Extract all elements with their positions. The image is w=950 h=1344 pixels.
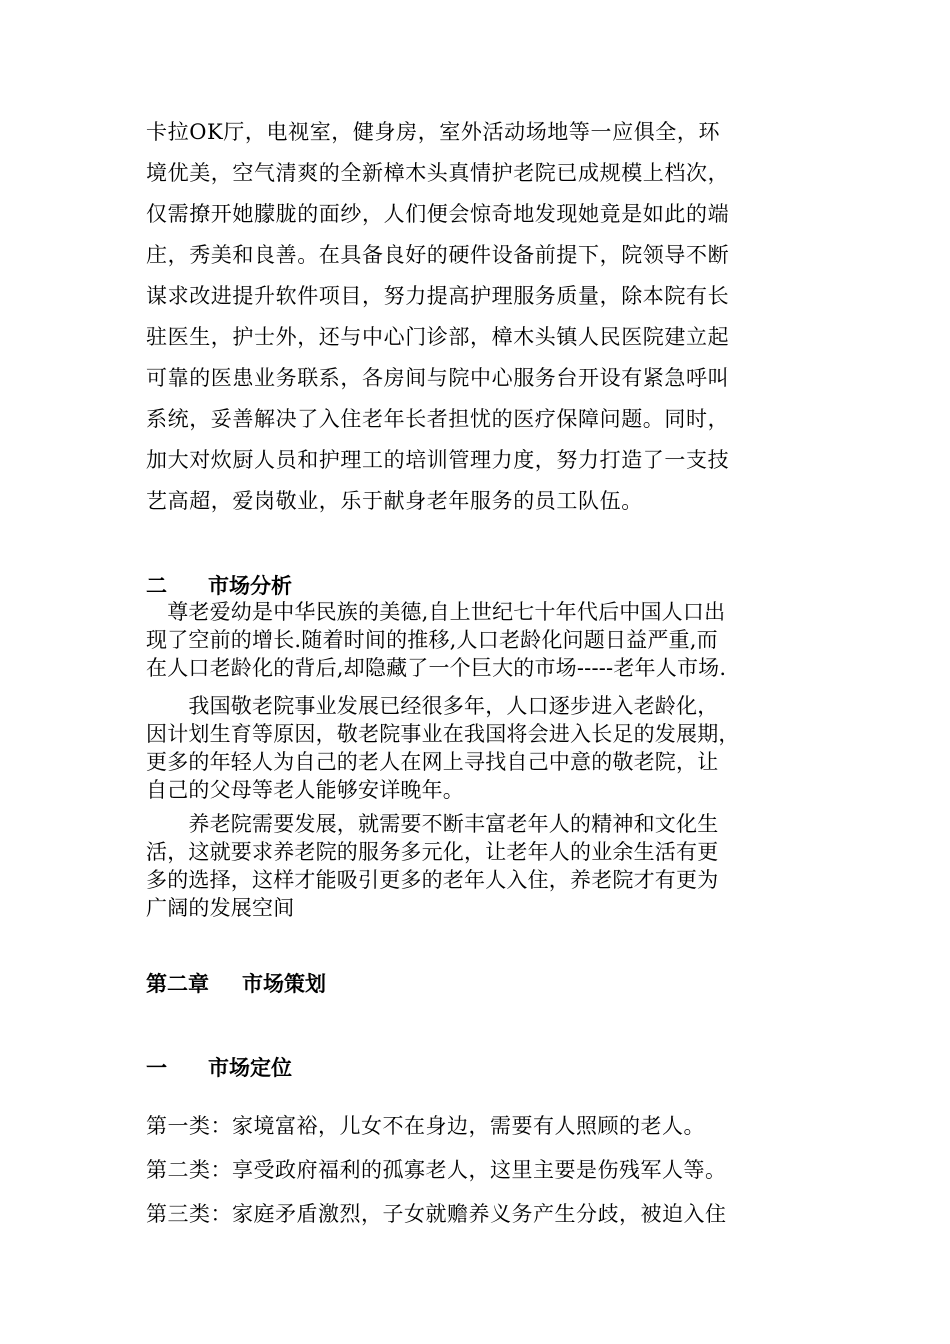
text-line: 因计划生育等原因，敬老院事业在我国将会进入长足的发展期， bbox=[146, 722, 740, 746]
text-line: 境优美，空气清爽的全新樟木头真情护老院已成规模上档次， bbox=[146, 161, 730, 185]
text-line: 多的选择，这样才能吸引更多的老年人入住，养老院才有更为 bbox=[146, 868, 719, 892]
text-line: 庄，秀美和良善。在具备良好的硬件设备前提下，院领导不断 bbox=[146, 243, 730, 267]
text-line: 尊老爱幼是中华民族的美德,自上世纪七十年代后中国人口出 bbox=[146, 600, 726, 624]
text-line: 谋求改进提升软件项目，努力提高护理服务质量，除本院有长 bbox=[146, 284, 730, 308]
chapter-title: 市场策划 bbox=[242, 971, 326, 996]
text-line: 加大对炊厨人员和护理工的培训管理力度，努力打造了一支技 bbox=[146, 448, 730, 472]
text-line: 驻医生，护士外，还与中心门诊部，樟木头镇人民医院建立起 bbox=[146, 325, 730, 349]
market-analysis-paragraph-2 bbox=[146, 692, 826, 804]
text-line: 现了空前的增长.随着时间的推移,人口老龄化问题日益严重,而 bbox=[146, 628, 718, 652]
text-line: 可靠的医患业务联系，各房间与院中心服务台开设有紧急呼叫 bbox=[146, 366, 730, 390]
text-line: 广阔的发展空间 bbox=[146, 896, 295, 920]
section-heading-market-analysis bbox=[146, 570, 292, 600]
text-line: 艺高超，爱岗敬业，乐于献身老年服务的员工队伍。 bbox=[146, 489, 643, 513]
chapter-heading bbox=[146, 968, 326, 998]
list-item: 第一类：家境富裕，儿女不在身边，需要有人照顾的老人。 bbox=[146, 1114, 705, 1138]
text-line: 我国敬老院事业发展已经很多年，人口逐步进入老龄化， bbox=[146, 694, 719, 718]
text-line: 活，这就要求养老院的服务多元化，让老年人的业余生活有更 bbox=[146, 840, 719, 864]
section-number: 一 bbox=[146, 1055, 167, 1080]
section-title: 市场分析 bbox=[208, 573, 292, 598]
text-line: 仅需撩开她朦胧的面纱，人们便会惊奇地发现她竟是如此的端 bbox=[146, 202, 730, 226]
text-line: 卡拉OK厅，电视室，健身房，室外活动场地等一应俱全，环 bbox=[146, 120, 721, 144]
section-heading-positioning bbox=[146, 1052, 292, 1082]
market-analysis-paragraph-1 bbox=[146, 598, 826, 682]
text-line: 在人口老龄化的背后,却隐藏了一个巨大的市场-----老年人市场. bbox=[146, 656, 727, 680]
section-title: 市场定位 bbox=[208, 1055, 292, 1080]
text-line: 系统，妥善解决了入住老年长者担忧的医疗保障问题。同时， bbox=[146, 407, 730, 431]
text-line: 更多的年轻人为自己的老人在网上寻找自己中意的敬老院，让 bbox=[146, 750, 719, 774]
intro-paragraph bbox=[146, 112, 816, 522]
text-line: 自己的父母等老人能够安详晚年。 bbox=[146, 778, 464, 802]
list-item: 第三类：家庭矛盾激烈，子女就赡养义务产生分歧，被迫入住 bbox=[146, 1202, 727, 1226]
market-analysis-paragraph-3 bbox=[146, 810, 826, 922]
text-line: 养老院需要发展，就需要不断丰富老年人的精神和文化生 bbox=[146, 812, 719, 836]
section-number: 二 bbox=[146, 573, 167, 598]
chapter-label: 第二章 bbox=[146, 971, 209, 996]
list-item: 第二类：享受政府福利的孤寡老人，这里主要是伤残军人等。 bbox=[146, 1158, 727, 1182]
